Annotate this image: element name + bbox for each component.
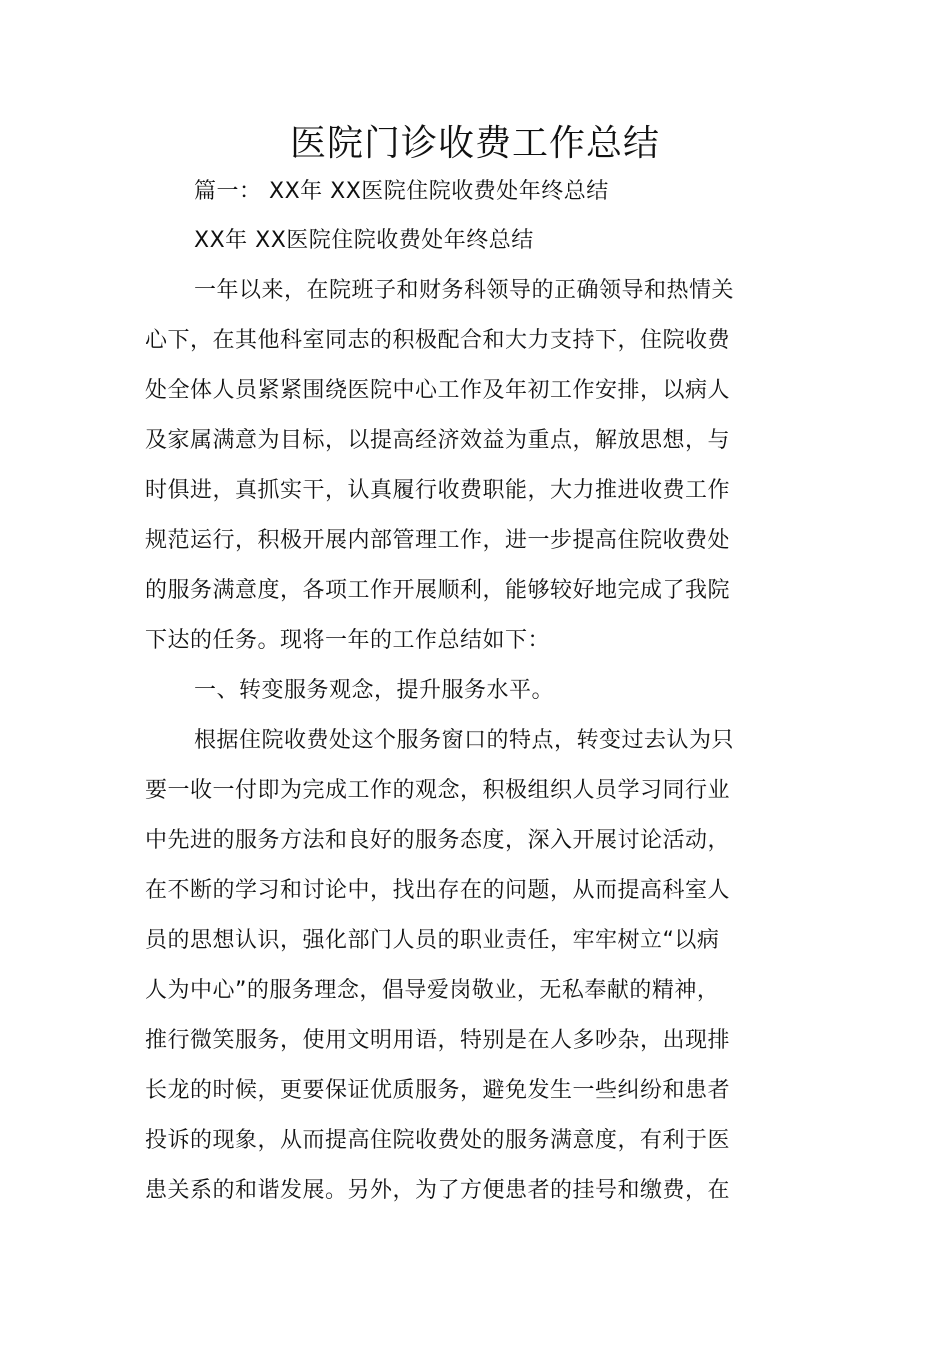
paragraph-line: 投诉的现象，从而提高住院收费处的服务满意度，有利于医 [145, 1128, 731, 1153]
paragraph-line: 心下，在其他科室同志的积极配合和大力支持下，住院收费 [145, 328, 731, 353]
paragraph-line: 人为中心”的服务理念，倡导爱岗敬业，无私奉献的精神， [145, 978, 720, 1003]
paragraph-line: 员的思想认识，强化部门人员的职业责任，牢牢树立“以病 [145, 928, 720, 953]
paragraph-line: 要一收一付即为完成工作的观念，积极组织人员学习同行业 [145, 778, 731, 803]
paragraph-line: 下达的任务。现将一年的工作总结如下： [145, 628, 551, 653]
paragraph-line: 在不断的学习和讨论中，找出存在的问题，从而提高科室人 [145, 878, 731, 903]
paragraph-line: 规范运行，积极开展内部管理工作，进一步提高住院收费处 [145, 528, 731, 553]
section-heading: 篇一： XX年 XX医院住院收费处年终总结 [194, 179, 609, 204]
section-heading: 一、转变服务观念，提升服务水平。 [194, 678, 555, 703]
subtitle-line: XX年 XX医院住院收费处年终总结 [194, 228, 534, 253]
paragraph-line: 时俱进，真抓实干，认真履行收费职能，大力推进收费工作 [145, 478, 731, 503]
paragraph-line: 处全体人员紧紧围绕医院中心工作及年初工作安排，以病人 [145, 378, 731, 403]
paragraph-line: 根据住院收费处这个服务窗口的特点，转变过去认为只 [194, 728, 735, 753]
paragraph-line: 患关系的和谐发展。另外，为了方便患者的挂号和缴费，在 [145, 1178, 731, 1203]
paragraph-line: 一年以来，在院班子和财务科领导的正确领导和热情关 [194, 278, 735, 303]
paragraph-line: 长龙的时候，更要保证优质服务，避免发生一些纠纷和患者 [145, 1078, 731, 1103]
paragraph-line: 中先进的服务方法和良好的服务态度，深入开展讨论活动， [145, 828, 731, 853]
paragraph-line: 及家属满意为目标，以提高经济效益为重点，解放思想，与 [145, 428, 731, 453]
paragraph-line: 的服务满意度，各项工作开展顺利，能够较好地完成了我院 [145, 578, 731, 603]
document-title: 医院门诊收费工作总结 [289, 123, 660, 164]
paragraph-line: 推行微笑服务，使用文明用语，特别是在人多吵杂，出现排 [145, 1028, 731, 1053]
